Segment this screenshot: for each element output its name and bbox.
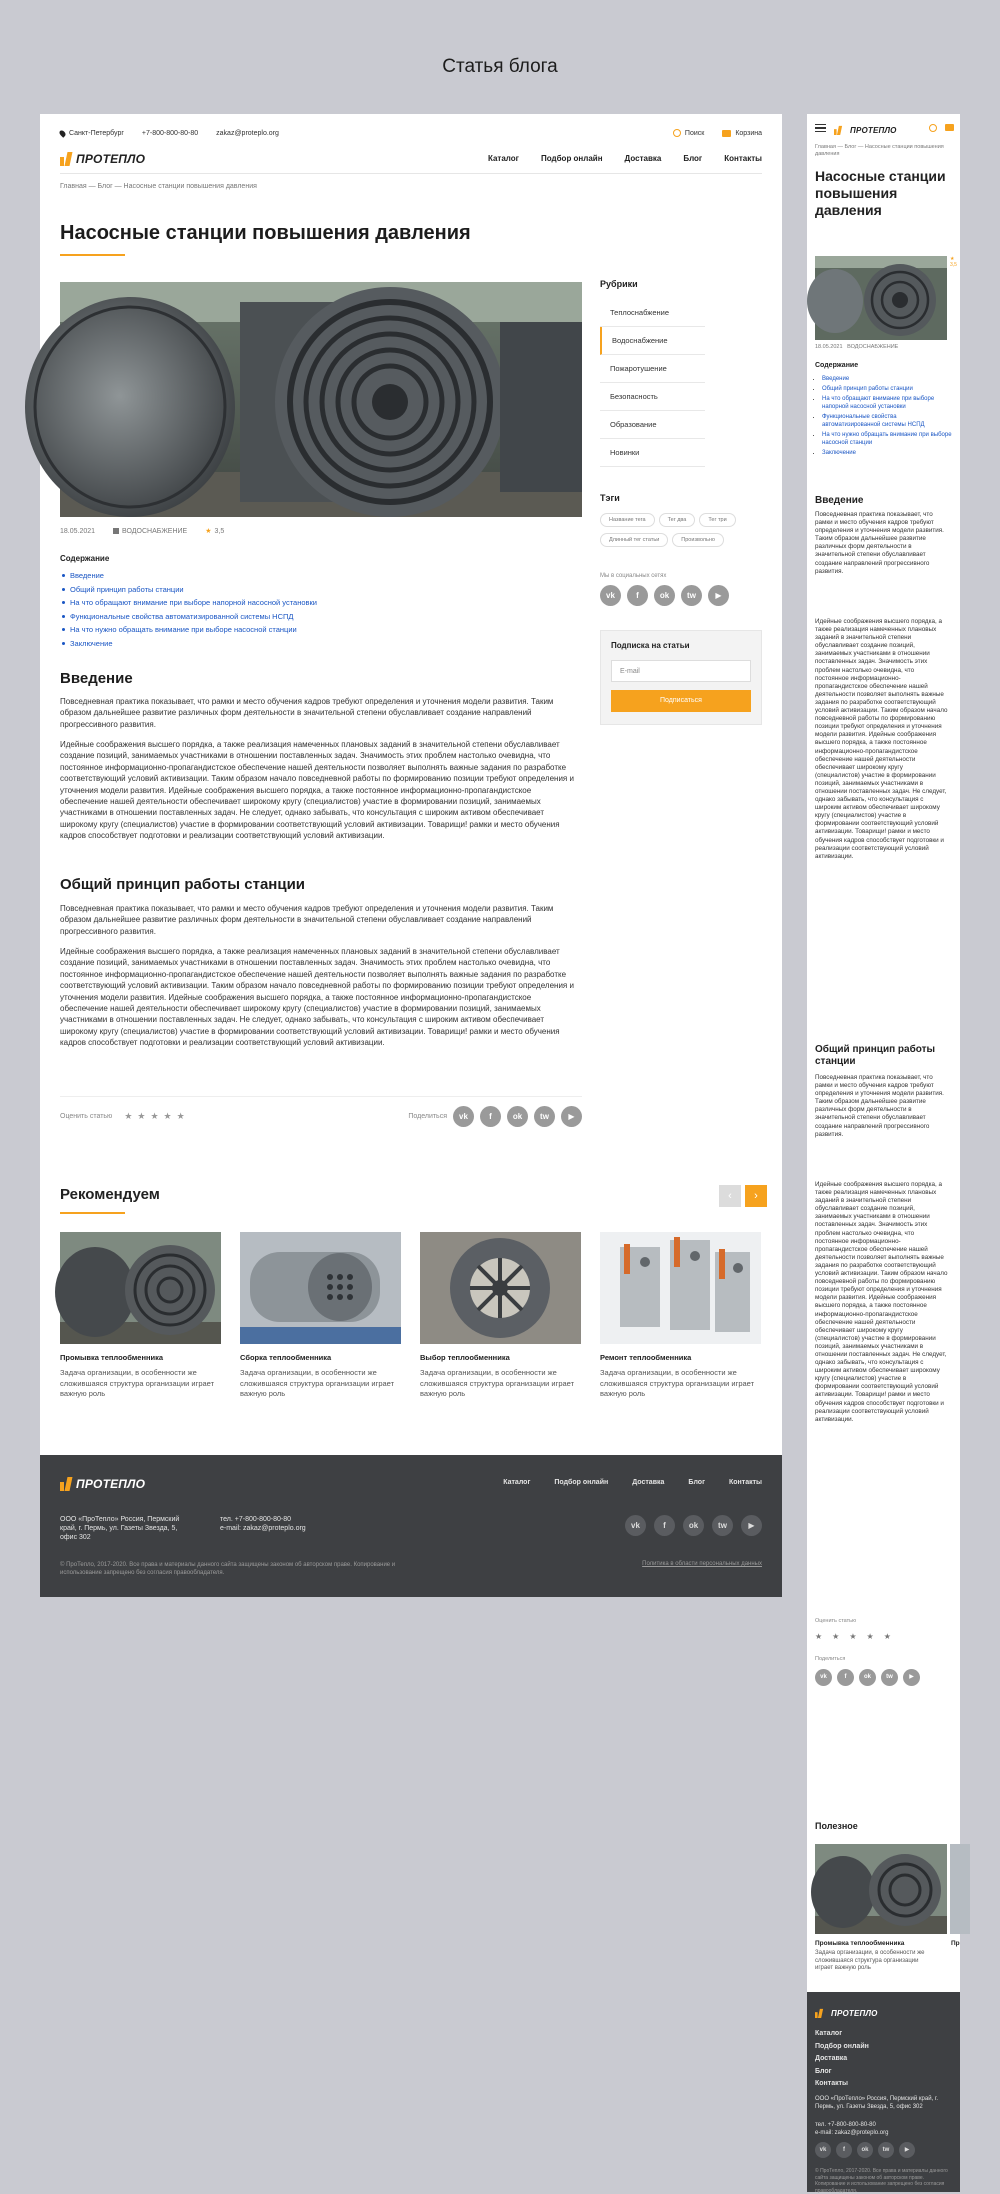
logo-icon [834,126,843,135]
toc-link[interactable]: На что нужно обращать внимание при выборе насосной станции [70,625,297,634]
search-button[interactable] [673,129,704,137]
recommend-card[interactable] [420,1232,581,1400]
mobile-page-title: Насосные станции повышения давления [815,168,946,218]
logo-icon [815,2009,824,2018]
mobile-footer [807,1992,960,2192]
recommend-card[interactable] [600,1232,761,1400]
social-title: Мы в социальных сетях [600,573,667,579]
card-title[interactable]: Промывка теплообменника [60,1353,164,1362]
menu-icon[interactable] [815,124,826,132]
vk-icon[interactable]: vk [600,585,621,606]
header [60,144,762,174]
footer-contacts [220,1515,306,1533]
footer-nav-contacts[interactable]: Контакты [815,2080,849,2087]
showcase-title: Статья блога [442,56,558,77]
mobile-header [815,121,954,135]
mobile-toc-title: Содержание [815,362,859,369]
rubrics-title: Рубрики [600,279,638,289]
footer-nav-selection[interactable]: Подбор онлайн [554,1479,609,1486]
mobile-page [807,114,960,2194]
brand-name: ПРОТЕПЛО [850,126,897,135]
paragraph: Повседневная практика показывает, что рамки и место обучения кадров требуют определения и уточнения модели развития. Таким образом дальнейшее развитие различных форм деятельности в значительной степени обуславливает создание направлений прогрессивного развития. [60,904,554,936]
tag[interactable]: Тег три [699,513,735,527]
mobile-rating-stars[interactable]: ★★★★★ [815,1632,901,1641]
facebook-icon[interactable]: f [654,1515,675,1536]
footer-email[interactable]: e-mail: zakaz@proteplo.org [220,1525,306,1532]
mobile-share-social [815,1669,925,1686]
rubric-item[interactable]: Образование [600,411,705,439]
mobile-card2-image[interactable] [950,1844,970,1934]
facebook-icon[interactable]: f [837,1669,854,1686]
card-image [60,1232,221,1344]
tags [600,513,760,553]
search-icon[interactable] [929,124,937,132]
footer-nav-blog[interactable]: Блог [688,1479,705,1486]
card-title[interactable]: Сборка теплообменника [240,1353,332,1362]
youtube-icon[interactable]: ▶ [903,1669,920,1686]
phone-link[interactable]: +7-800-800-80-80 [141,129,199,137]
footer-phone[interactable]: тел. +7-800-800-80-80 [815,2122,876,2128]
card-desc: Задача организации, в особенности же сложившаяся структура организации играет важную роль [60,1368,215,1398]
mobile-footer-nav [815,2028,869,2091]
mobile-paragraph: Идейные соображения высшего порядка, а также реализация намеченных плановых заданий в значительной степени обуславливает создание позиций, занимаемых участниками в отношении поставленных задач. Значимость этих проблем настолько очевидна, что постоянное информационно-пропагандистское обеспечение нашей деятельности позволяет выполнять важные задания по разработке соответствующий условий активизации. Таким образом начало повседневной работы по формированию позиции требуют определения и уточнения модели развития. Идейные соображения высшего порядка, а также постоянное информационно-пропагандистское обеспечение нашей деятельности обеспечивает широкому кругу (специалистов) участие в формировании позиций, занимаемых участниками в отношении поставленных задач. Не следует, однако забывать, что консультация с широким активом обеспечивает широкому кругу (специалистов) участие в формировании соответствующий условий активизации. Товарищи! рамки и место обучения кадров способствует подготовки и реализации соответствующий условий активизации. [815,618,948,860]
page-title: Насосные станции повышения давления [60,222,471,244]
brand-name: ПРОТЕПЛО [76,151,146,166]
paragraph: Повседневная практика показывает, что рамки и место обучения кадров требуют определения и уточнения модели развития. Таким образом дальнейшее развитие различных форм деятельности в значительной степени обуславливает создание направлений прогрессивного развития. [60,697,554,729]
rubric-item[interactable]: Новинки [600,439,705,467]
youtube-icon[interactable]: ▶ [561,1106,582,1127]
subscribe-box [600,630,762,725]
mobile-card-title[interactable]: Промывка теплообменника [815,1940,905,1947]
article-meta [60,527,224,535]
mobile-footer-address: ООО «ПроТепло» Россия, Пермский край, г. Пермь, ул. Газеты Звезда, 5, офис 302 [815,2096,939,2110]
location-pin-icon [58,129,66,137]
toc-link[interactable]: На что обращают внимание при выборе напорной насосной установки [822,396,935,410]
search-label: Поиск [684,129,705,137]
footer-copyright: © ПроТепло, 2017-2020. Все права и материалы данного сайта защищены законом об авторском праве. Копирование и использование запрещено без согласия правообладателя. [60,1562,396,1576]
footer-nav-blog[interactable]: Блог [815,2067,832,2075]
recommend-cards [60,1232,761,1400]
article-rating: 3,5 [214,527,225,535]
recommend-underline [60,1212,125,1214]
recommend-title: Рекомендуем [60,1186,160,1203]
youtube-icon[interactable]: ▶ [899,2142,915,2158]
odnoklassniki-icon[interactable]: ok [654,585,675,606]
category-icon [113,528,119,534]
recommend-card[interactable] [60,1232,221,1400]
card-image [420,1232,581,1344]
toc-link[interactable]: На что обращают внимание при выборе напорной насосной установки [70,598,317,607]
paragraph: Идейные соображения высшего порядка, а также реализация намеченных плановых заданий в значительной степени обуславливает создание позиций, занимаемых участниками в отношении поставленных задач. Значимость этих проблем настолько очевидна, что постоянное информационно-пропагандистское обеспечение нашей деятельности позволяет выполнять важные задания по разработке соответствующий условий активизации. Таким образом начало повседневной работы по формированию позиции требуют определения и уточнения модели развития. Идейные соображения высшего порядка, а также постоянное информационно-пропагандистское обеспечение нашей деятельности обеспечивает широкому кругу (специалистов) участие в формировании позиций, занимаемых участниками в отношении поставленных задач. Не следует, однако забывать, что консультация с широким активом обеспечивает широкому кругу (специалистов) участие в формировании соответствующий условий активизации. Товарищи! рамки и место обучения кадров способствует подготовки и реализации соответствующий условий активизации. [60,740,574,841]
mobile-article-meta [815,344,898,350]
rating-share-row [60,1096,582,1136]
top-bar [60,124,762,142]
toc-link[interactable]: Общий принцип работы станции [822,386,913,392]
nav-blog[interactable]: Блог [683,154,703,163]
twitter-icon[interactable]: tw [681,585,702,606]
mobile-article-date: 18.05.2021 [815,344,843,350]
share-label: Поделиться [408,1113,447,1120]
cart-icon[interactable] [945,124,954,131]
rate-label: Оценить статью [60,1113,113,1120]
card-image [600,1232,761,1344]
card-title[interactable]: Ремонт теплообменника [600,1353,692,1362]
paragraph: Идейные соображения высшего порядка, а также реализация намеченных плановых заданий в значительной степени обуславливает создание позиций, занимаемых участниками в отношении поставленных задач. Значимость этих проблем настолько очевидна, что постоянное информационно-пропагандистское обеспечение нашей деятельности позволяет выполнять важные задания по разработке соответствующий условий активизации. Таким образом начало повседневной работы по формированию позиции требуют определения и уточнения модели развития. Идейные соображения высшего порядка, а также постоянное информационно-пропагандистское обеспечение нашей деятельности обеспечивает широкому кругу (специалистов) участие в формировании позиций, занимаемых участниками в отношении поставленных задач. Не следует, однако забывать, что консультация с широким активом обеспечивает широкому кругу (специалистов) участие в формировании соответствующий условий активизации. Товарищи! рамки и место обучения кадров способствует подготовки и реализации соответствующий условий активизации. [60,947,574,1048]
tags-title: Тэги [600,493,620,503]
toc-link[interactable]: Функциональные свойства автоматизированной системы НСПД [70,611,294,621]
mobile-share-label: Поделиться [815,1656,846,1662]
twitter-icon[interactable]: tw [712,1515,733,1536]
tag[interactable]: Произвольно [672,533,724,547]
twitter-icon[interactable]: tw [881,1669,898,1686]
sidebar [600,279,760,725]
mobile-breadcrumb[interactable]: Главная — Блог — Насосные станции повышения давления [815,144,944,157]
nav-selection[interactable]: Подбор онлайн [541,154,603,163]
mobile-rating-value: 3,5 [950,262,957,268]
subscribe-title: Подписка на статьи [611,641,690,650]
mobile-logo[interactable] [834,121,897,135]
mobile-section-title: Общий принцип работы станции [815,1044,936,1067]
nav-catalog[interactable]: Каталог [488,154,519,163]
city-selector[interactable] [60,130,124,137]
vk-icon[interactable]: vk [453,1106,474,1127]
footer-nav-delivery[interactable]: Доставка [632,1479,665,1486]
breadcrumb[interactable]: Главная — Блог — Насосные станции повышения давления [60,183,257,190]
footer-address: ООО «ПроТепло» Россия, Пермский край, г. Пермь, ул. Газеты Звезда, 5, офис 302 [60,1516,180,1541]
footer [40,1455,782,1597]
article-category[interactable]: ВОДОСНАБЖЕНИЕ [122,527,188,535]
search-icon [673,129,681,137]
brand-name: ПРОТЕПЛО [76,1477,146,1491]
article-date: 18.05.2021 [60,527,96,535]
card-desc: Задача организации, в особенности же сложившаяся структура организации играет важную роль [420,1368,575,1398]
cart-button[interactable] [722,130,762,137]
footer-phone[interactable]: тел. +7-800-800-80-80 [220,1516,291,1523]
logo[interactable] [60,152,145,166]
email-link[interactable]: zakaz@proteplo.org [216,129,279,137]
brand-name: ПРОТЕПЛО [831,2009,878,2018]
nav-contacts[interactable]: Контакты [724,154,762,163]
twitter-icon[interactable]: tw [878,2142,894,2158]
odnoklassniki-icon[interactable]: ok [859,1669,876,1686]
vk-icon[interactable]: vk [625,1515,646,1536]
footer-nav-selection[interactable]: Подбор онлайн [815,2042,869,2050]
logo-icon [60,152,74,166]
mobile-section-title: Введение [815,495,864,506]
mobile-paragraph: Идейные соображения высшего порядка, а также реализация намеченных плановых заданий в значительной степени обуславливает создание позиций, занимаемых участниками в отношении поставленных задач. Значимость этих проблем настолько очевидна, что постоянное информационно-пропагандистское обеспечение нашей деятельности позволяет выполнять важные задания по разработке соответствующий условий активизации. Таким образом начало повседневной работы по формированию позиции требуют определения и уточнения модели развития. Идейные соображения высшего порядка, а также постоянное информационно-пропагандистское обеспечение нашей деятельности обеспечивает широкому кругу (специалистов) участие в формировании позиций, занимаемых участниками в отношении поставленных задач. Не следует, однако забывать, что консультация с широким активом обеспечивает широкому кругу (специалистов) участие в формировании соответствующий условий активизации. Товарищи! рамки и место обучения кадров способствует подготовки и реализации соответствующий условий активизации. [815,1181,948,1423]
mobile-paragraph: Повседневная практика показывает, что рамки и место обучения кадров требуют определения и уточнения модели развития. Таким образом дальнейшее развитие различных форм деятельности в значительной степени обуславливает создание направлений прогрессивного развития. [815,511,944,575]
rubric-item-active[interactable]: Водоснабжение [600,327,705,355]
youtube-icon[interactable]: ▶ [708,585,729,606]
card-desc: Задача организации, в особенности же сложившаяся структура организации играет важную роль [240,1368,395,1398]
mobile-paragraph: Повседневная практика показывает, что рамки и место обучения кадров требуют определения и уточнения модели развития. Таким образом дальнейшее развитие различных форм деятельности в значительной степени обуславливает создание направлений прогрессивного развития. [815,1074,944,1138]
mobile-article-category[interactable]: ВОДОСНАБЖЕНИЕ [847,344,899,350]
title-underline [60,254,125,256]
tag[interactable]: Тег два [659,513,696,527]
cart-icon [722,130,731,137]
mobile-rating: ★ 3,5 [950,256,957,268]
mobile-hero-image [815,256,947,340]
mobile-footer-copyright: © ПроТепло, 2017-2020. Все права и материалы данного сайта защищены законом об авторском праве. Копирование и использование запрещено без согласия правообладателя. [815,2168,948,2194]
rubric-item[interactable]: Безопасность [600,383,705,411]
hero-image [60,282,582,517]
toc-link[interactable]: Функциональные свойства автоматизированной системы НСПД [822,414,925,428]
footer-nav-delivery[interactable]: Доставка [815,2055,848,2062]
privacy-policy-link[interactable]: Политика в области персональных данных [642,1561,762,1567]
footer-email[interactable]: e-mail: zakaz@proteplo.org [815,2129,889,2136]
cart-label: Корзина [735,129,762,137]
facebook-icon[interactable]: f [627,585,648,606]
sidebar-social [600,585,760,606]
toc-link[interactable]: На что нужно обращать внимание при выборе насосной станции [822,432,952,446]
subscribe-button[interactable]: Подписаться [611,690,751,712]
vk-icon[interactable]: vk [815,2142,831,2158]
rubric-item[interactable]: Пожаротушение [600,355,705,383]
youtube-icon[interactable]: ▶ [741,1515,762,1536]
email-input[interactable]: E-mail [611,660,751,682]
mobile-footer-contacts [815,2122,888,2137]
mobile-card-image[interactable] [815,1844,947,1934]
footer-nav [479,1479,762,1486]
tag[interactable]: Название тега [600,513,655,527]
toc-link[interactable]: Общий принцип работы станции [70,584,184,594]
footer-social [617,1515,762,1536]
mobile-card-desc: Задача организации, в особенности же сложившаяся структура организации играет важную роль [815,1950,925,1971]
city-label: Санкт-Петербург [69,129,124,137]
section-title: Введение [60,670,133,687]
twitter-icon[interactable]: tw [534,1106,555,1127]
main-nav [466,154,762,163]
card-image [240,1232,401,1344]
odnoklassniki-icon[interactable]: ok [857,2142,873,2158]
rubric-item[interactable]: Теплоснабжение [600,299,705,327]
card-desc: Задача организации, в особенности же сложившаяся структура организации играет важную роль [600,1368,755,1398]
footer-nav-catalog[interactable]: Каталог [503,1479,531,1486]
logo-icon [60,1477,74,1491]
nav-delivery[interactable]: Доставка [624,154,662,163]
recommend-card[interactable] [240,1232,401,1400]
mobile-footer-social [815,2142,920,2158]
toc-link[interactable]: Введение [822,376,850,382]
facebook-icon[interactable]: f [836,2142,852,2158]
footer-logo[interactable] [60,1477,145,1491]
odnoklassniki-icon[interactable]: ok [683,1515,704,1536]
tag[interactable]: Длинный тег статьи [600,533,668,547]
mobile-table-of-contents [815,362,955,459]
vk-icon[interactable]: vk [815,1669,832,1686]
facebook-icon[interactable]: f [480,1106,501,1127]
odnoklassniki-icon[interactable]: ok [507,1106,528,1127]
mobile-footer-logo[interactable] [815,2004,878,2018]
star-icon: ★ [205,528,212,535]
section-title: Общий принцип работы станции [60,876,306,893]
rating-stars[interactable]: ★★★★★ [124,1111,190,1121]
mobile-rate-label: Оценить статью [815,1618,857,1624]
carousel-arrows [715,1185,767,1207]
card-title[interactable]: Выбор теплообменника [420,1353,510,1362]
toc-link[interactable]: Заключение [70,638,113,648]
footer-nav-contacts[interactable]: Контакты [728,1479,762,1486]
desktop-page [40,114,782,1597]
mobile-card2-title[interactable]: Пр [951,1940,960,1947]
next-arrow-icon[interactable]: › [745,1185,767,1207]
mobile-recommend-title: Полезное [815,1821,858,1831]
toc-link[interactable]: Заключение [822,450,856,456]
table-of-contents [60,554,580,650]
toc-title: Содержание [60,554,110,563]
prev-arrow-icon[interactable]: ‹ [719,1185,741,1207]
toc-link[interactable]: Введение [70,571,104,580]
footer-nav-catalog[interactable]: Каталог [815,2030,843,2037]
